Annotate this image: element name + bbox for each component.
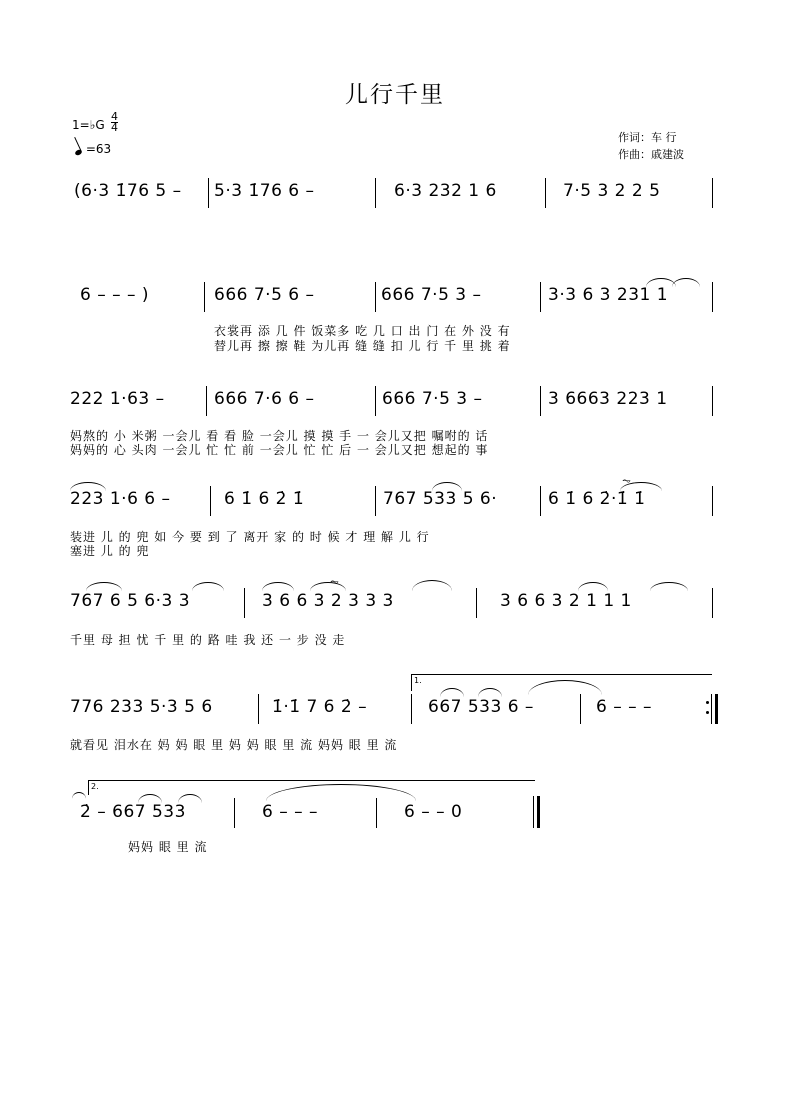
measure: 666 7·5 3 – [382,389,483,409]
measure: 3 6663 223 1 [548,389,668,409]
measure: 2̇ – 667 533 [80,802,186,822]
lyric-line: 妈妈的 心 头肉 一会儿 忙 忙 前 一会儿 忙 忙 后 一 会儿又把 想起的 事 [70,443,489,457]
tempo-value: =63 [85,142,112,156]
measure: 3·3 6 3 231 1 [548,285,669,305]
measure: 6 – – – ) [80,285,150,305]
time-signature [111,112,118,133]
measure: 3 6 6 3 2 1 1 1 [500,591,632,611]
measure: 1̇·1̇ 7 6 2̇ – [272,697,368,717]
song-title: 儿行千里 [345,82,445,108]
measure: 7·5 3 2 2 5 [563,181,661,201]
measure: 3 6 6 3 2 3 3 3 [262,591,394,611]
measure: 222 1·63 – [70,389,165,409]
measure: 6 1̇ 6 2̇ 1̇ [224,489,305,509]
measure: 6·3 232 1 6 [394,181,497,201]
measure: 776 233 5·3 5 6 [70,697,213,717]
measure: 6 – – – [262,802,319,822]
quarter-note-icon [74,149,82,156]
measure: 6 – – 0 [404,802,463,822]
lyric-line: 妈熬的 小 米粥 一会儿 看 看 脸 一会儿 摸 摸 手 一 会儿又把 嘱咐的 话 [70,429,489,443]
measure: 767 533 5 6· [383,489,498,509]
time-signature-bottom: 4 [111,121,118,134]
volta-number: 2. [91,782,99,791]
measure: 767 6 5 6·3 3 [70,591,191,611]
tempo-marking [75,142,111,156]
time-signature-top: 4 [111,110,118,123]
measure: 5·3 1̇76 6 – [214,181,315,201]
composer-credit: 作曲：戚建波 [618,148,684,161]
lyric-line: 塞进 儿 的 兜 [70,544,150,558]
turn-ornament-icon: ⏦ [622,474,631,487]
turn-ornament-icon: ⏦ [330,575,339,588]
measure: 6 1̇ 6 2̇·1̇ 1̇ [548,489,646,509]
measure: 667 533 6 – [428,697,534,717]
measure: 666 7·6 6 – [214,389,315,409]
lyric-line: 千里 母 担 忧 千 里 的 路 哇 我 还 一 步 没 走 [70,633,346,647]
measure: 6 – – – [596,697,653,717]
measure: 666 7·5 6 – [214,285,315,305]
lyric-line: 装进 儿 的 兜 如 今 要 到 了 离开 家 的 时 候 才 理 解 儿 行 [70,530,430,544]
lyric-line: 妈妈 眼 里 流 [128,840,208,854]
lyric-line: 衣裳再 添 几 件 饭菜多 吃 几 口 出 门 在 外 没 有 [214,324,511,338]
lyricist-credit: 作词：车 行 [618,131,677,144]
measure: 223 1·6 6 – [70,489,171,509]
lyric-line: 就看见 泪水在 妈 妈 眼 里 妈 妈 眼 里 流 妈妈 眼 里 流 [70,738,398,752]
measure: 666 7·5 3 – [381,285,482,305]
lyric-line: 替儿再 擦 擦 鞋 为儿再 缝 缝 扣 儿 行 千 里 挑 着 [214,339,511,353]
key-signature: 1=♭G [72,118,105,132]
measure: (6·3 1̇76 5 – [74,181,182,201]
volta-number: 1. [414,676,422,685]
